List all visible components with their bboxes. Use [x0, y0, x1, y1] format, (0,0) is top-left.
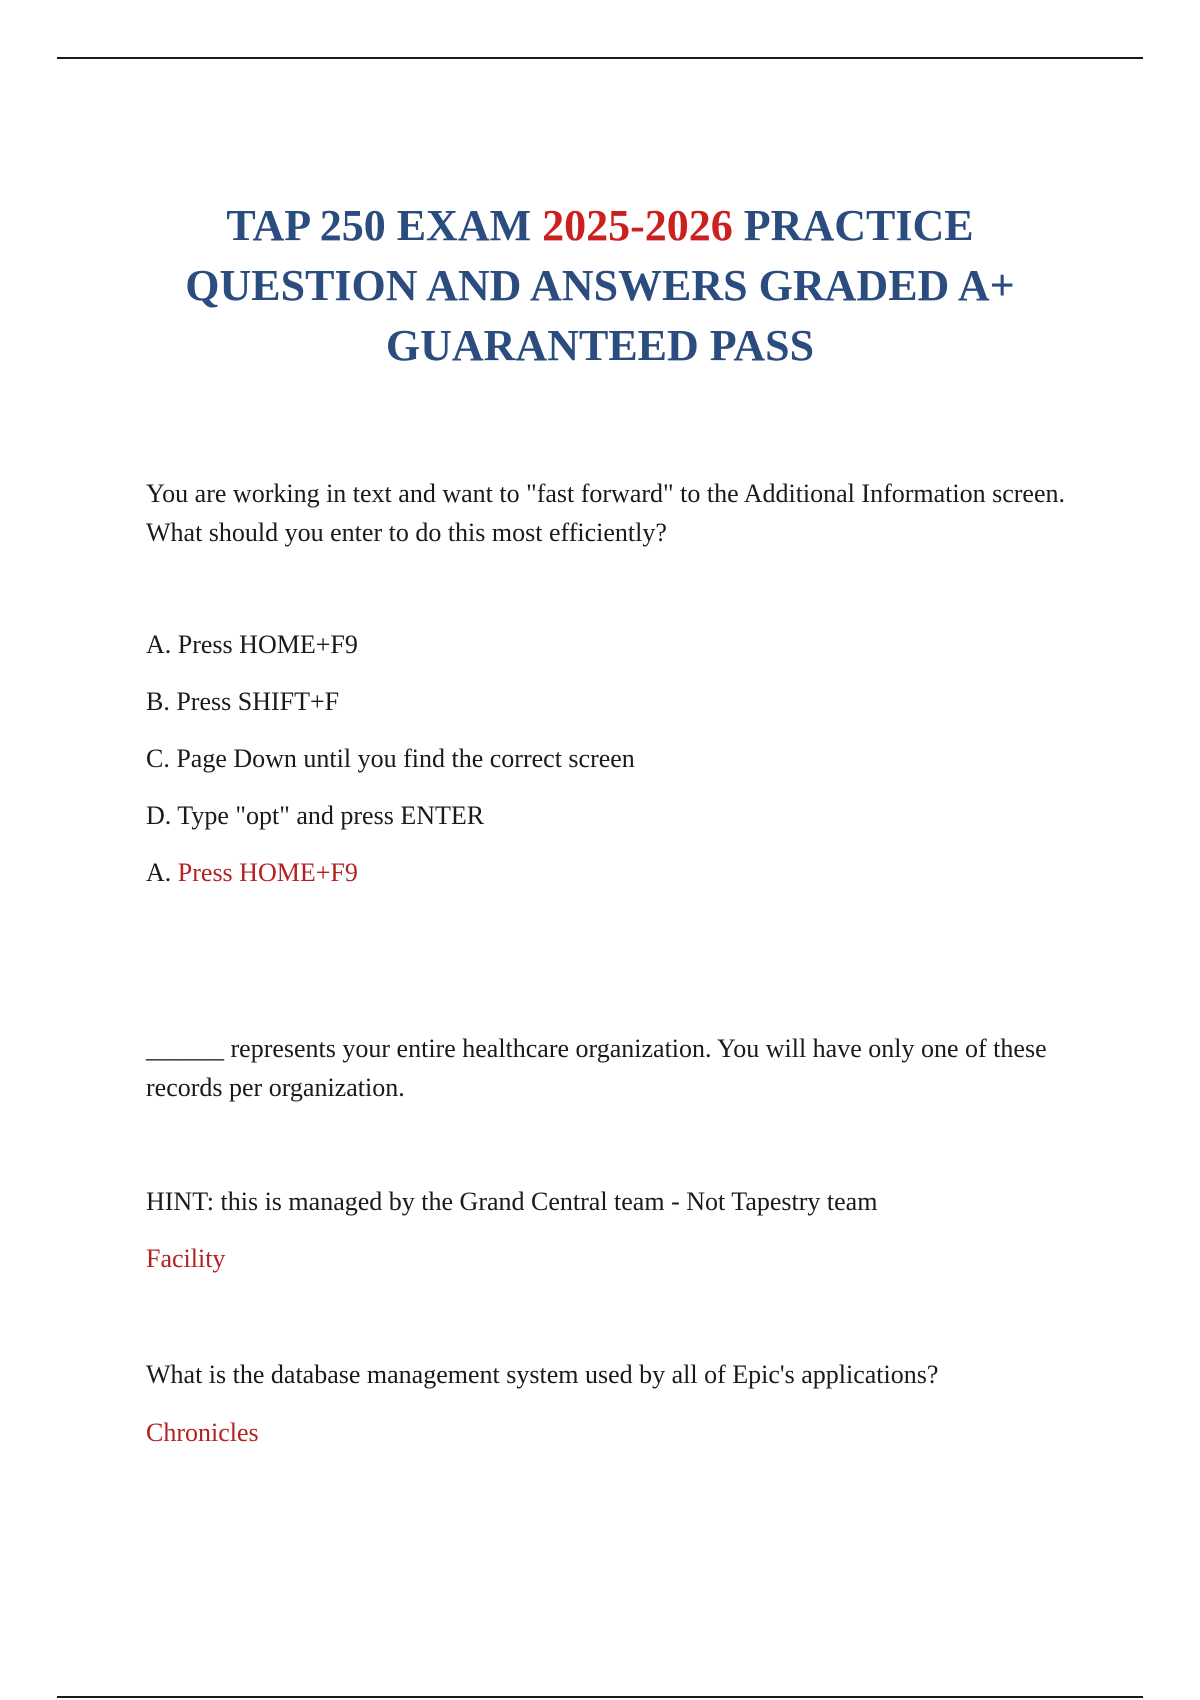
question-1-option-b: B. Press SHIFT+F	[146, 687, 340, 716]
question-1-answer-prefix: A.	[146, 858, 178, 887]
question-1-option-d: D. Type "opt" and press ENTER	[146, 801, 485, 830]
question-3-text: What is the database management system used by all of Epic's applications?	[146, 1360, 939, 1389]
question-2-text: ______ represents your entire healthcare organization. You will have only one of these records per organization.	[146, 1034, 1047, 1102]
title-year-accent: 2025-2026	[542, 201, 733, 250]
footer-rule	[57, 1696, 1143, 1698]
title-part-2: PRACTICE QUESTION AND ANSWERS GRADED A+ GUARANTEED PASS	[185, 201, 1015, 370]
title-part-1: TAP 250 EXAM	[226, 201, 543, 250]
header-rule	[57, 57, 1143, 59]
question-1-answer	[146, 853, 1071, 892]
question-1-option-a: A. Press HOME+F9	[146, 630, 358, 659]
question-1-option-c: C. Page Down until you find the correct screen	[146, 744, 635, 773]
question-2-hint: HINT: this is managed by the Grand Central team - Not Tapestry team	[146, 1187, 878, 1216]
question-3-answer: Chronicles	[146, 1418, 259, 1447]
question-1-answer-text: Press HOME+F9	[177, 858, 358, 887]
document-title	[120, 196, 1080, 376]
question-1-text: You are working in text and want to "fast forward" to the Additional Information screen. What should you enter to do this most efficiently?	[146, 479, 1065, 547]
question-2-answer: Facility	[146, 1244, 226, 1273]
